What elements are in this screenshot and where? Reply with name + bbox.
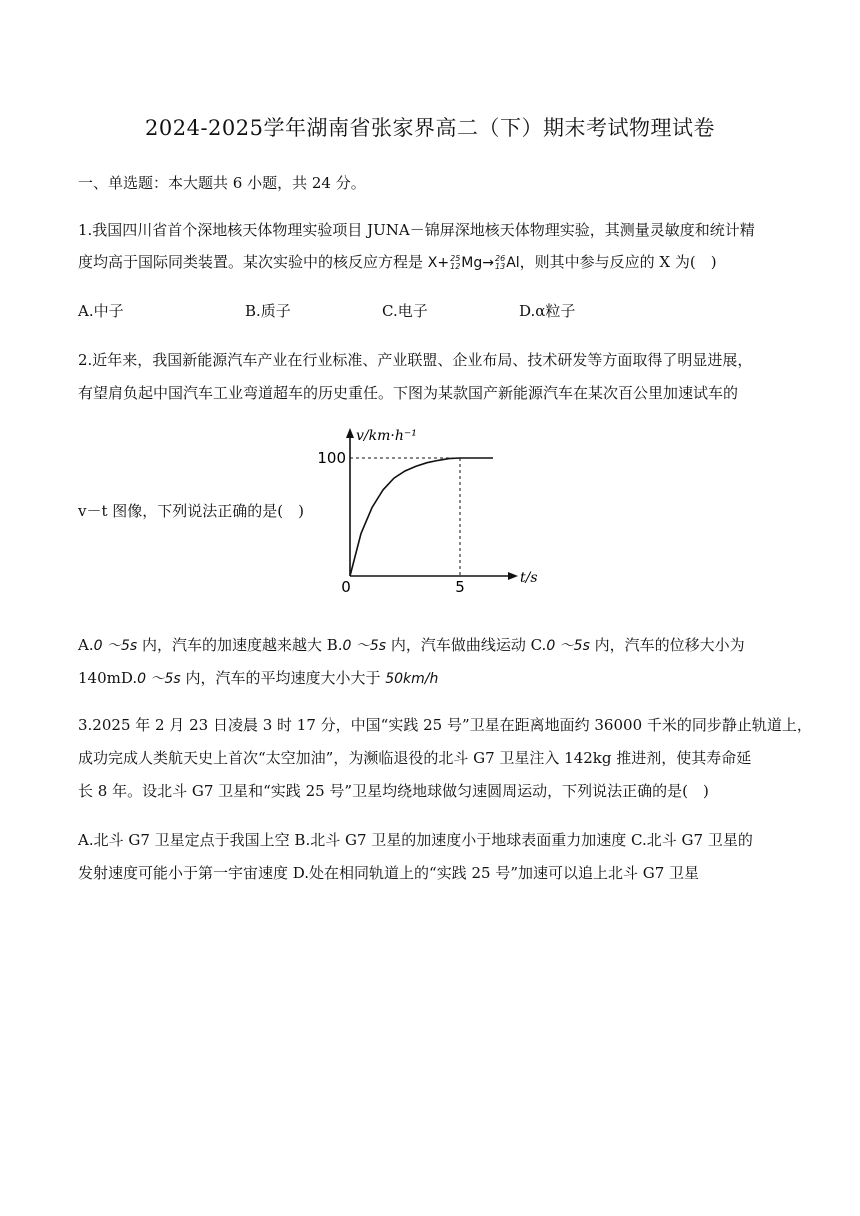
al-atomic-number: 13 xyxy=(495,262,506,271)
al-mass-number: 26 xyxy=(495,254,506,263)
mg-mass-number: 25 xyxy=(450,254,461,263)
q1-option-d[interactable]: D.α粒子 xyxy=(519,302,576,320)
y-tick-label: 100 xyxy=(317,449,346,467)
q2-line-2: 有望肩负起中国汽车工业弯道超车的历史重任。下图为某款国产新能源汽车在某次百公里加速试车的 xyxy=(78,384,739,402)
q1-text-pre: 度均高于国际同类装置。某次实验中的核反应方程是 xyxy=(78,253,428,271)
section-heading: 一、单选题：本大题共 6 小题，共 24 分。 xyxy=(78,174,366,192)
y-axis-arrow-icon xyxy=(346,428,354,438)
q2-opt-b-text[interactable]: 内，汽车做曲线运动 C. xyxy=(386,636,547,654)
mg-isotope-numbers xyxy=(450,255,460,271)
x-axis-label: t/s xyxy=(520,570,538,586)
q2-options-line-1 xyxy=(78,634,745,657)
q2-opt-c-value[interactable]: 140mD. xyxy=(78,669,138,687)
q2-opt-a-label[interactable]: A. xyxy=(78,636,94,654)
q2-interval: 0 ～5s xyxy=(93,638,138,654)
q1-option-c[interactable]: C.电子 xyxy=(382,302,428,320)
q2-speed-value: 50km/h xyxy=(385,671,439,687)
q2-opt-a-text[interactable]: 内，汽车的加速度越来越大 B. xyxy=(137,636,343,654)
nuclear-equation xyxy=(428,252,520,274)
q1-line-1: 1.我国四川省首个深地核天体物理实验项目 JUNA－锦屏深地核天体物理实验，其测量灵敏度和统计精 xyxy=(78,221,755,239)
x-axis-arrow-icon xyxy=(508,572,518,580)
q1-option-a[interactable]: A.中子 xyxy=(78,302,124,320)
mg-symbol: Mg xyxy=(461,255,483,271)
eq-x: X+ xyxy=(427,255,450,271)
al-isotope-numbers xyxy=(495,255,505,271)
q2-interval: 0 ～5s xyxy=(546,638,590,654)
q3-options-line-2[interactable]: 发射速度可能小于第一宇宙速度 D.处在相同轨道上的“实践 25 号”加速可以追上北斗 G7 卫星 xyxy=(78,864,700,882)
q2-line-1: 2.近年来，我国新能源汽车产业在行业标准、产业联盟、企业布局、技术研发等方面取得了明显进展， xyxy=(78,351,753,369)
y-axis-label: v/km·h⁻¹ xyxy=(356,428,417,444)
q2-interval: 0 ～5s xyxy=(137,671,181,687)
velocity-time-chart xyxy=(310,424,540,594)
q2-line-3: v－t 图像，下列说法正确的是( ) xyxy=(78,502,304,520)
q2-opt-c-text[interactable]: 内，汽车的位移大小为 xyxy=(589,636,745,654)
q2-interval: 0 ～5s xyxy=(342,638,387,654)
arrow-icon: → xyxy=(482,255,494,271)
velocity-curve xyxy=(350,458,493,576)
q1-text-post: ，则其中参与反应的 X 为( ) xyxy=(519,253,717,271)
q3-options-line-1[interactable]: A.北斗 G7 卫星定点于我国上空 B.北斗 G7 卫星的加速度小于地球表面重力加速度 C.北斗 G7 卫星的 xyxy=(78,831,753,849)
q3-line-1: 3.2025 年 2 月 23 日凌晨 3 时 17 分，中国“实践 25 号”卫星在距离地面约 36000 千米的同步静止轨道上， xyxy=(78,716,812,734)
exam-title: 2024-2025学年湖南省张家界高二（下）期末考试物理试卷 xyxy=(145,116,715,140)
q1-option-b[interactable]: B.质子 xyxy=(245,302,291,320)
q1-line-2 xyxy=(78,251,717,274)
x-tick-label: 5 xyxy=(455,578,465,594)
mg-atomic-number: 12 xyxy=(450,262,461,271)
al-symbol: Al xyxy=(506,255,520,271)
q2-opt-d-text[interactable]: 内，汽车的平均速度大小大于 xyxy=(180,669,386,687)
q2-options-line-2 xyxy=(78,667,438,690)
origin-label: 0 xyxy=(341,578,351,594)
q3-line-3: 长 8 年。设北斗 G7 卫星和“实践 25 号”卫星均绕地球做匀速圆周运动，下列说法正确的是( ) xyxy=(78,782,709,800)
q3-line-2: 成功完成人类航天史上首次“太空加油”，为濒临退役的北斗 G7 卫星注入 142kg 推进剂，使其寿命延 xyxy=(78,749,752,767)
